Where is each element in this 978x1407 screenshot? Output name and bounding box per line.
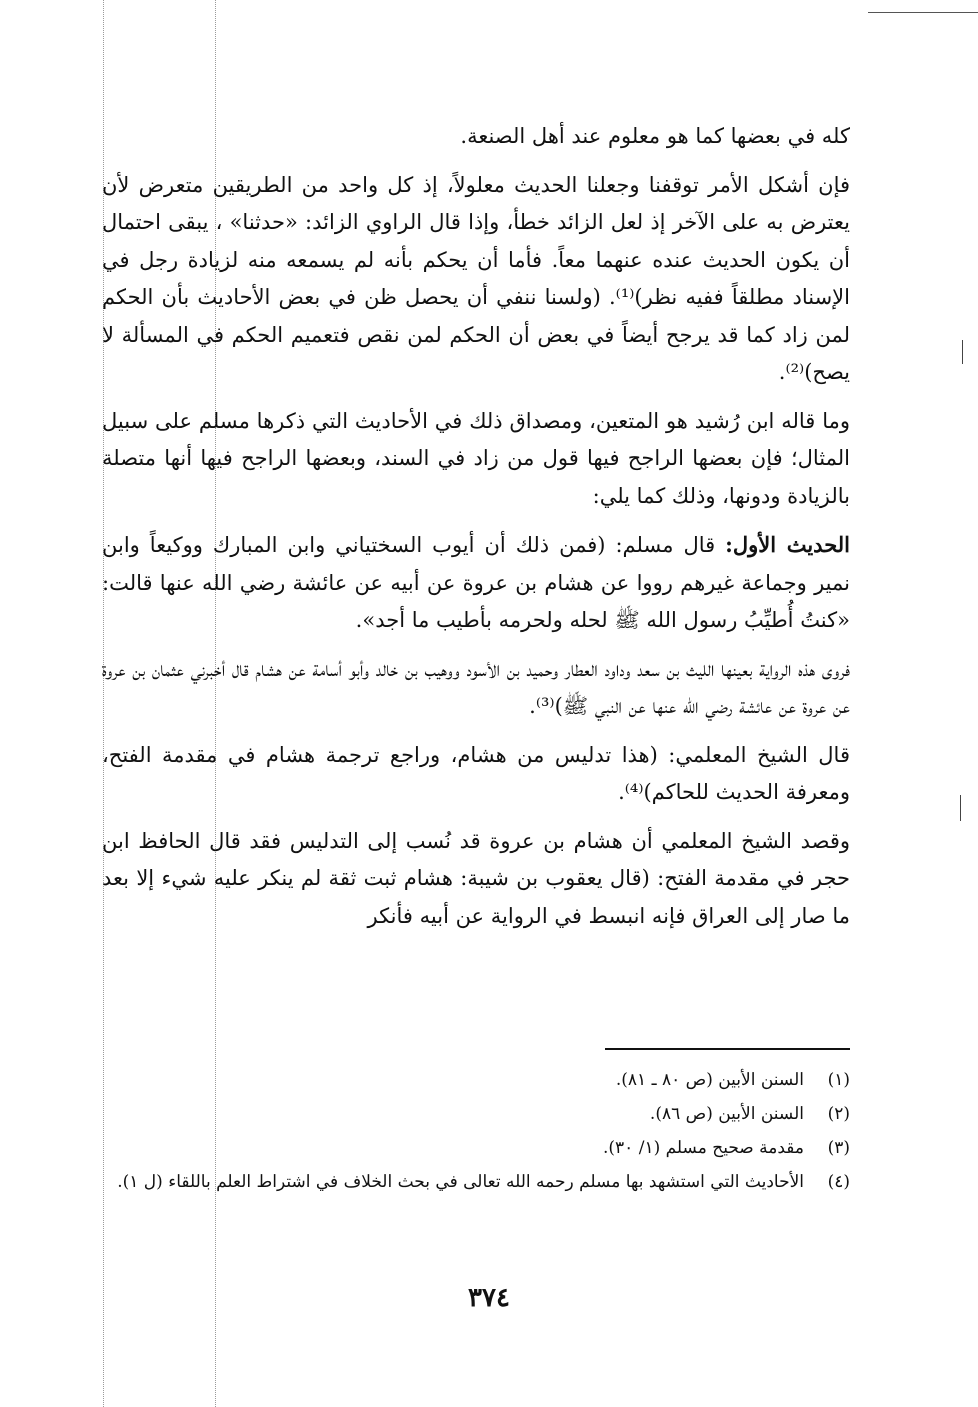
scan-edge-mark-lower <box>960 795 961 821</box>
scan-edge-mark-upper <box>962 340 963 364</box>
footnote-text: السنن الأبين (ص ٨٠ ـ ٨١). <box>615 1070 804 1090</box>
page-number: ٣٧٤ <box>468 1283 510 1313</box>
top-edge-rule <box>868 12 978 13</box>
footnote-text: الأحاديث التي استشهد بها مسلم رحمه الله تعالى في بحث الخلاف في اشتراط العلم باللقاء (ل ١). <box>117 1172 804 1192</box>
footnotes-list <box>102 1065 850 1201</box>
footnote-item <box>102 1133 850 1164</box>
paragraph-ibn-rushaid: وما قاله ابن رُشيد هو المتعين، ومصداق ذلك في الأحاديث التي ذكرها مسلم على سبيل المثال؛ فإن بعضها الراجح فيها قول من زاد في السند، وبعضها الراجح فيها أنها متصلة بالزيادة ودونها، وذلك كما يلي: <box>102 408 850 508</box>
paragraph-hadith-one <box>102 526 850 640</box>
paragraph-muallimi: قال الشيخ المعلمي: (هذا تدليس من هشام، وراجع ترجمة هشام في مقدمة الفتح، ومعرفة الحديث للحاكم)⁽⁴⁾. <box>102 742 850 804</box>
footnote-item <box>102 1167 850 1198</box>
footnote-number: (٣) <box>827 1138 850 1158</box>
paragraph-hisham-tadlis: وقصد الشيخ المعلمي أن هشام بن عروة قد نُسب إلى التدليس فقد قال الحافظ ابن حجر في مقدمة الفتح: (قال يعقوب بن شيبة: هشام ثبت ثقة لم ينكر عليه شيء إلا بعد ما صار إلى العراق فإنه انبسط في الرواية عن أبيه فأنكر <box>102 828 850 928</box>
footnote-number: (٤) <box>827 1172 850 1192</box>
footnote-text: مقدمة صحيح مسلم (١/ ٣٠). <box>602 1138 804 1158</box>
footnote-item <box>102 1099 850 1130</box>
footnote-number: (٢) <box>827 1104 850 1124</box>
footnote-separator <box>605 1048 850 1050</box>
hadith-one-heading: الحديث الأول: <box>725 532 850 557</box>
main-text-block <box>102 118 850 946</box>
paragraph-ambiguity: فإن أشكل الأمر توقفنا وجعلنا الحديث معلولاً، إذ كل واحد من الطريقين متعرض لأن يعترض به على الآخر إذ لعل الزائد خطأ، وإذا قال الراوي الزائد: «حدثنا» ، يبقى احتمال أن يكون الحديث عنده عنهما معاً. فأما أن يحكم بأنه لم يسمعه منه لزيادة رجل في الإسناد مطلقاً ففيه نظر)⁽¹⁾. (ولسنا ننفي أن يحصل ظن في بعض الأحاديث بأن الحكم لمن زاد كما قد يرجح أيضاً في بعض أن الحكم لمن نقص فتعميم الحكم في المسألة لا يصح)⁽²⁾. <box>102 172 850 384</box>
paragraph-other-narrators: فروى هذه الرواية بعينها الليث بن سعد وداود العطار وحميد بن الأسود ووهيب بن خالد وأبو أسامة عن هشام قال أخبرني عثمان بن عروة عن عروة عن عائشة رضي الله عنها عن النبي ﷺ)⁽³⁾. <box>102 656 850 718</box>
footnote-item <box>102 1065 850 1096</box>
hadith-one-text: قال مسلم: (فمن ذلك أن أيوب السختياني وابن المبارك ووكيعاً وابن نمير وجماعة غيرهم رووا عن هشام بن عروة عن أبيه عن عائشة رضي الله عنها قالت: «كنتُ أُطيِّبُ رسول الله ﷺ لحله ولحرمه بأطيب ما أجد». <box>102 533 850 632</box>
footnote-text: السنن الأبين (ص ٨٦). <box>649 1104 804 1124</box>
paragraph-continuation: كله في بعضها كما هو معلوم عند أهل الصنعة. <box>460 124 850 148</box>
footnote-number: (١) <box>827 1070 850 1090</box>
